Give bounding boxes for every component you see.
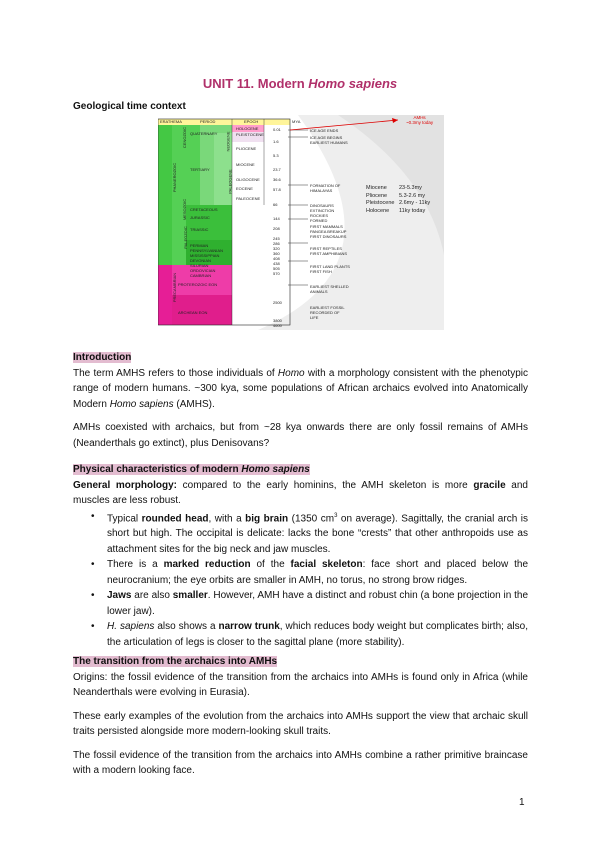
introduction-section bbox=[73, 350, 528, 451]
timescale-list bbox=[366, 185, 446, 215]
page-title: UNIT 11. Modern Homo sapiens bbox=[202, 76, 398, 91]
page-number: 1 bbox=[519, 797, 525, 808]
bullet-narrow-trunk: • H. sapiens also shows a narrow trunk, which reduces body weight but complicates birth; also, the articulation of legs is closer to the sagittal plane (more stability). bbox=[73, 619, 528, 650]
timescale-row: Pleistocene 2.6my - 11ky bbox=[366, 200, 431, 206]
physical-heading: Physical characteristics of modern Homo sapiens bbox=[73, 464, 310, 475]
timescale-row: Miocene 23-5.3my bbox=[366, 185, 422, 191]
figure-text: ERATHEMA PERIOD EPOCH MYA PHANEROZOIC CENOZOIC MESOZOIC PALEOZOIC PRECAMBRIAN QUATERNARY TERTIARY CRETACEOUS JURASSIC TRIASSIC PERMIAN PENNSYLVANIAN MISSISSIPPIAN DEVONIAN SILURIAN ORDOVICIAN CAMBRIAN PROTEROZOIC EON ARCHEAN EON NEOGENE PALEOGENE HOLOCENE PLEISTOCENE PLIOCENE MIOCENE OLIGOCENE EOCENE PALEOCENE 0.01 1.6 5.3 23.7 36.6 57.8 66 144 208 245 286 320 360 408 438 505 570 2500 3800 4600 ICE AGE ENDS ICE AGE BEGINS EARLIEST HUMANS FORMATION OF HIMALAYAS DINOSAURS EXTINCTION ROCKIES FORMED FIRST MAMMALS PANGEA BREAKUP FIRST DINOSAURS FIRST REPTILES FIRST AMPHIBIANS FIRST LAND PLANTS FIRST FISH EARLIEST SHELLED ANIMALS EARLIEST FOSSIL RECORDED OF LIFE AMHs ~0.3my today Miocene 23-5.3my Pliocene 5.3-2.6 my Pleistocene 2.6my - 11ky Holocene 11ky today bbox=[158, 115, 444, 330]
transition-paragraph-2: These early examples of the evolution from the archaics into AMHs support the view that archaic skull traits persisted alongside more modern-looking skull traits. bbox=[73, 710, 528, 737]
amhs-note: AMHs ~0.3my today bbox=[406, 115, 434, 125]
introduction-heading: Introduction bbox=[73, 352, 132, 363]
transition-section bbox=[73, 654, 528, 779]
transition-heading: The transition from the archaics into AMHs bbox=[73, 656, 278, 667]
timescale-row: Holocene 11ky today bbox=[366, 207, 426, 214]
transition-paragraph-3: The fossil evidence of the transition from the archaics into AMHs combine a rather primitive braincase with a modern looking face. bbox=[73, 749, 528, 776]
timescale-row: Pliocene 5.3-2.6 my bbox=[366, 192, 425, 199]
introduction-paragraph-1: The term AMHS refers to those individuals of Homo with a morphology consistent with the phenotypic range of modern humans. ~300 kya, some populations of African archaics evolved into Anatomically Modern Homo sapiens (AMHS). bbox=[73, 367, 528, 410]
bullet-jaws: • Jaws are also smaller. However, AMH have a distinct and robust chin (a bone projection in the lower jaw). bbox=[73, 588, 528, 619]
general-morphology-paragraph: General morphology: compared to the early hominins, the AMH skeleton is more gracile and muscles are less robust. bbox=[73, 479, 528, 506]
physical-section bbox=[73, 462, 528, 650]
introduction-paragraph-2: AMHs coexisted with archaics, but from ~28 kya onwards there are only fossil remains of AMHs (Neanderthals go extinct), plus Denisovans? bbox=[73, 422, 528, 449]
geological-heading: Geological time context bbox=[73, 101, 186, 112]
bullet-rounded-head: • Typical rounded head, with a big brain (1350 $cm^3$ on average). Sagittally, the cranial arch is short but high. The occipital is delicate: lacks the bone “crests” that other anthropoids use as attachment sites for the big neck and jaw muscles. bbox=[73, 509, 528, 558]
physical-bullet-list bbox=[73, 509, 528, 651]
bullet-facial-skeleton: • There is a marked reduction of the facial skeleton: face short and placed below the neurocranium; the eye orbits are smaller in AMH, no torus, no strong brow ridges. bbox=[73, 557, 528, 588]
transition-paragraph-1: Origins: the fossil evidence of the transition from the archaics into AMHs is found only in Africa (while Neanderthals were evolving in Eurasia). bbox=[73, 671, 528, 698]
